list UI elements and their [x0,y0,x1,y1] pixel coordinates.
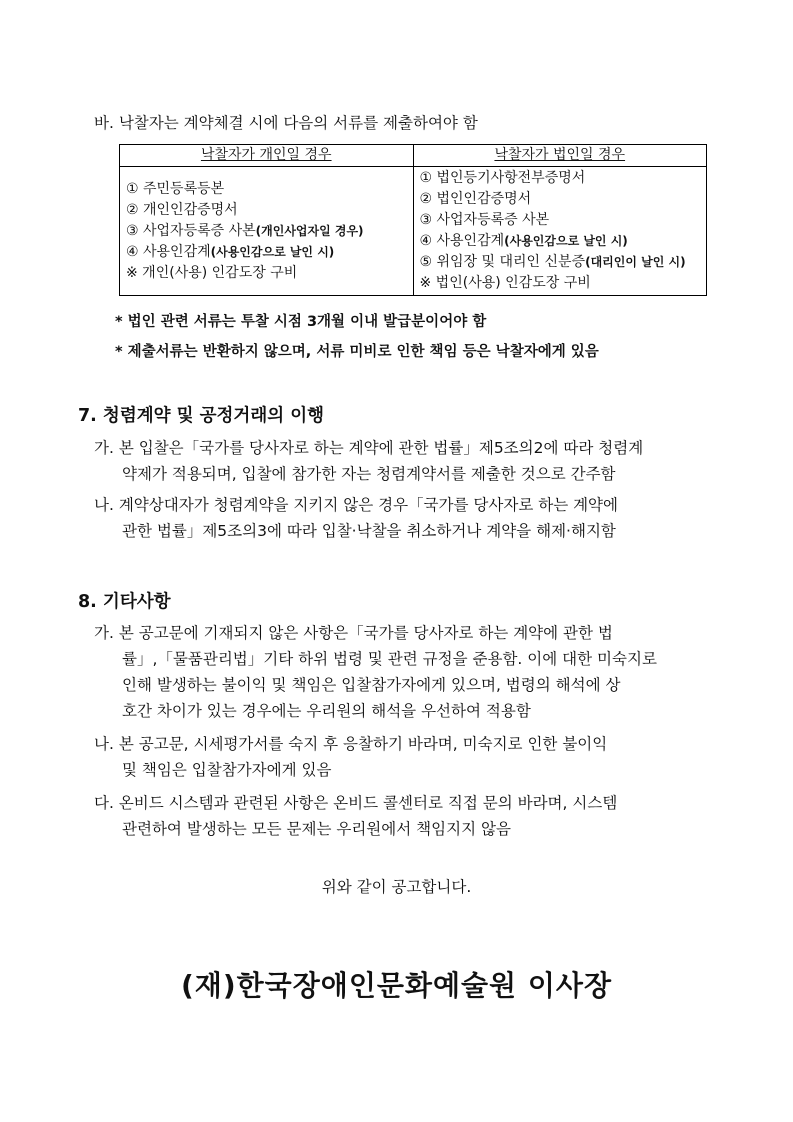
individual-doc-item: ※ 개인(사용) 인감도장 구비 [126,264,298,281]
corporate-docs-cell [413,167,707,296]
section8-na-line1: 나. 본 공고문, 시세평가서를 숙지 후 응찰하기 바라며, 미숙지로 인한 불이익 [94,735,608,753]
individual-doc-item: ④ 사용인감계(사용인감으로 날인 시) [126,243,335,260]
issuer-signature: (재)한국장애인문화예술원 이사장 [180,969,612,1002]
section7-heading: 7. 청렴계약 및 공정거래의 이행 [78,406,325,426]
corporate-doc-item: ③ 사업자등록증 사본 [419,212,550,228]
corporate-doc-item: ⑤ 위임장 및 대리인 신분증(대리인이 날인 시) [419,254,686,270]
section8-ga-line2: 률」,「물품관리법」기타 하위 법령 및 관련 규정을 준용함. 이에 대한 미숙지로 [122,650,657,668]
header-individual: 낙찰자가 개인일 경우 [120,145,414,167]
individual-doc-item: ② 개인인감증명서 [126,201,238,218]
section-ba-text: 바. 낙찰자는 계약체결 시에 다음의 서류를 제출하여야 함 [94,114,478,132]
section7-ga-line1: 가. 본 입찰은「국가를 당사자로 하는 계약에 관한 법률」제5조의2에 따라 청렴계 [94,439,644,457]
section8-na-line2: 및 책임은 입찰참가자에게 있음 [122,761,332,779]
section7-na-line2: 관한 법률」제5조의3에 따라 입찰·낙찰을 취소하거나 계약을 해제·해지함 [122,522,616,540]
header-corporate: 낙찰자가 법인일 경우 [413,145,707,167]
corporate-doc-item: ② 법인인감증명서 [419,191,532,207]
corporate-doc-item: ④ 사용인감계(사용인감으로 날인 시) [419,233,628,249]
corporate-doc-item: ※ 법인(사용) 인감도장 구비 [419,275,591,291]
section8-ga-line3: 인해 발생하는 불이익 및 책임은 입찰참가자에게 있으며, 법령의 해석에 상 [122,676,621,694]
section8-da-line1: 다. 온비드 시스템과 관련된 사항은 온비드 콜센터로 직접 문의 바라며, 시스템 [94,794,618,812]
closing-statement: 위와 같이 공고합니다. [321,878,472,896]
individual-docs-cell [120,167,414,296]
corporate-doc-item: ① 법인등기사항전부증명서 [419,170,586,186]
note-docs-not-returned: * 제출서류는 반환하지 않으며, 서류 미비로 인한 책임 등은 낙찰자에게 있음 [115,344,599,360]
section7-na-line1: 나. 계약상대자가 청렴계약을 지키지 않은 경우「국가를 당사자로 하는 계약에 [94,496,619,514]
individual-doc-item: ③ 사업자등록증 사본(개인사업자일 경우) [126,222,364,239]
note-corporate-docs: * 법인 관련 서류는 투찰 시점 3개월 이내 발급분이어야 함 [115,314,487,330]
required-documents-table [119,144,707,296]
individual-doc-item: ① 주민등록등본 [126,180,225,197]
section8-ga-line4: 호간 차이가 있는 경우에는 우리원의 해석을 우선하여 적용함 [122,702,531,720]
section8-da-line2: 관련하여 발생하는 모든 문제는 우리원에서 책임지지 않음 [122,820,511,838]
section8-heading: 8. 기타사항 [78,592,171,612]
section7-ga-line2: 약제가 적용되며, 입찰에 참가한 자는 청렴계약서를 제출한 것으로 간주함 [122,465,616,483]
section8-ga-line1: 가. 본 공고문에 기재되지 않은 사항은「국가를 당사자로 하는 계약에 관한 법 [94,624,613,642]
